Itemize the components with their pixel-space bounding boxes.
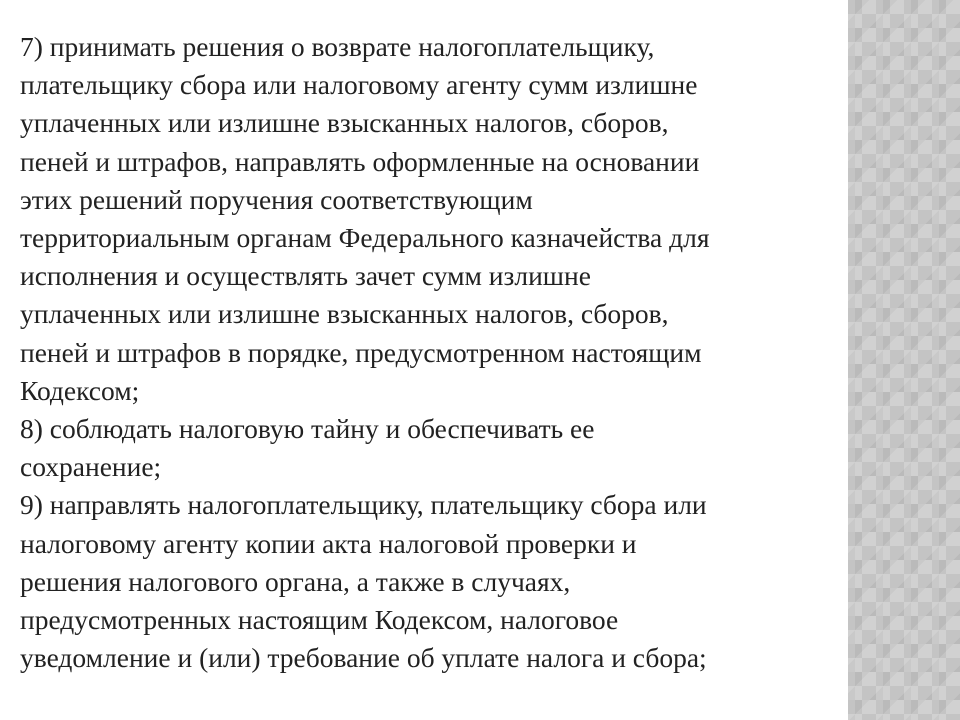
text-line: уплаченных или излишне взысканных налогов, сборов, — [20, 107, 669, 139]
text-line: пеней и штрафов в порядке, предусмотренном настоящим — [20, 336, 702, 368]
text-line: исполнения и осуществлять зачет сумм излишне — [20, 260, 591, 292]
text-line: этих решений поручения соответствующим — [20, 183, 533, 215]
text-line: плательщику сбора или налоговому агенту сумм излишне — [20, 69, 698, 101]
text-line: пеней и штрафов, направлять оформленные на основании — [20, 145, 700, 177]
text-line: 8) соблюдать налоговую тайну и обеспечивать ее — [20, 413, 595, 445]
body-text — [20, 28, 840, 677]
decorative-side-strip — [848, 0, 960, 720]
text-line: 7) принимать решения о возврате налогоплательщику, — [20, 31, 655, 62]
text-line: сохранение; — [20, 451, 162, 483]
text-line: территориальным органам Федерального казначейства для — [20, 222, 710, 254]
text-line: уплаченных или излишне взысканных налогов, сборов, — [20, 298, 669, 330]
text-line: 9) направлять налогоплательщику, плательщику сбора или — [20, 489, 707, 521]
text-line: решения налогового органа, а также в случаях, — [20, 565, 571, 597]
text-line: налоговому агенту копии акта налоговой проверки и — [20, 527, 637, 559]
text-line: уведомление и (или) требование об уплате налога и сбора; — [20, 642, 707, 674]
text-line: предусмотренных настоящим Кодексом, налоговое — [20, 604, 619, 636]
text-line: Кодексом; — [20, 374, 140, 406]
